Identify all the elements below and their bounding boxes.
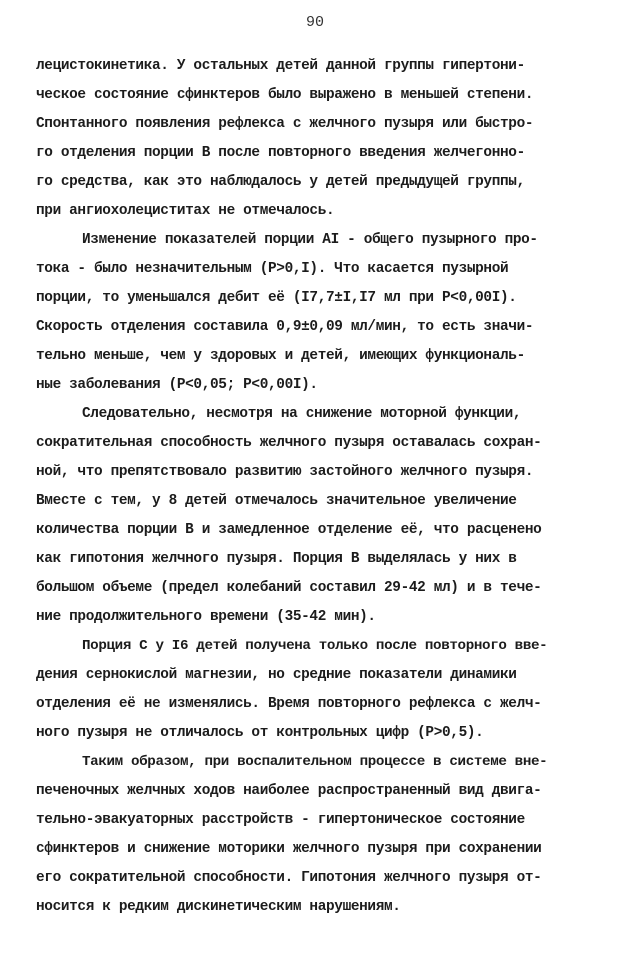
text-line: го средства, как это наблюдалось у детей предыдущей группы, — [36, 174, 525, 190]
text-line: тока - было незначительным (P>0,I). Что касается пузырной — [36, 261, 509, 277]
text-line: его сократительной способности. Гипотония желчного пузыря от- — [36, 870, 542, 886]
text-line: как гипотония желчного пузыря. Порция В выделялась у них в — [36, 551, 517, 567]
text-line: лецистокинетика. У остальных детей данной группы гипертони- — [36, 58, 525, 74]
text-line: носится к редким дискинетическим нарушениям. — [36, 899, 401, 915]
text-line: Вместе с тем, у 8 детей отмечалось значительное увеличение — [36, 493, 517, 509]
text-line: сфинктеров и снижение моторики желчного пузыря при сохранении — [36, 841, 542, 857]
text-line: Таким образом, при воспалительном процессе в системе вне- — [82, 754, 548, 770]
text-line: дения сернокислой магнезии, но средние показатели динамики — [36, 667, 517, 683]
text-line: сократительная способность желчного пузыря оставалась сохран- — [36, 435, 542, 451]
body-text — [36, 52, 596, 922]
text-line: ной, что препятствовало развитию застойного желчного пузыря. — [36, 464, 534, 480]
text-line: печеночных желчных ходов наиболее распространенный вид двига- — [36, 783, 542, 799]
text-line: ного пузыря не отличалось от контрольных цифр (P>0,5). — [36, 725, 484, 741]
text-line: Скорость отделения составила 0,9±0,09 мл/мин, то есть значи- — [36, 319, 534, 335]
text-line: большом объеме (предел колебаний составил 29-42 мл) и в тече- — [36, 580, 542, 596]
text-line: Порция С у I6 детей получена только после повторного вве- — [82, 638, 548, 654]
text-line: Спонтанного появления рефлекса с желчного пузыря или быстро- — [36, 116, 534, 132]
text-line: ческое состояние сфинктеров было выражено в меньшей степени. — [36, 87, 534, 103]
text-line: отделения её не изменялись. Время повторного рефлекса с желч- — [36, 696, 542, 712]
text-line: количества порции В и замедленное отделение её, что расценено — [36, 522, 542, 538]
text-line: Следовательно, несмотря на снижение моторной функции, — [82, 406, 522, 422]
text-line: тельно меньше, чем у здоровых и детей, имеющих функциональ- — [36, 348, 525, 364]
text-line: при ангиохолециститах не отмечалось. — [36, 203, 335, 219]
text-line: ние продолжительного времени (35-42 мин). — [36, 609, 376, 625]
page-number: 90 — [305, 14, 324, 31]
text-line: ные заболевания (P<0,05; P<0,00I). — [36, 377, 318, 393]
text-line: Изменение показателей порции AI - общего пузырного про- — [82, 232, 538, 248]
text-line: тельно-эвакуаторных расстройств - гипертоническое состояние — [36, 812, 525, 828]
text-line: го отделения порции В после повторного введения желчегонно- — [36, 145, 525, 161]
text-line: порции, то уменьшался дебит её (I7,7±I,I7 мл при P<0,00I). — [36, 290, 517, 306]
